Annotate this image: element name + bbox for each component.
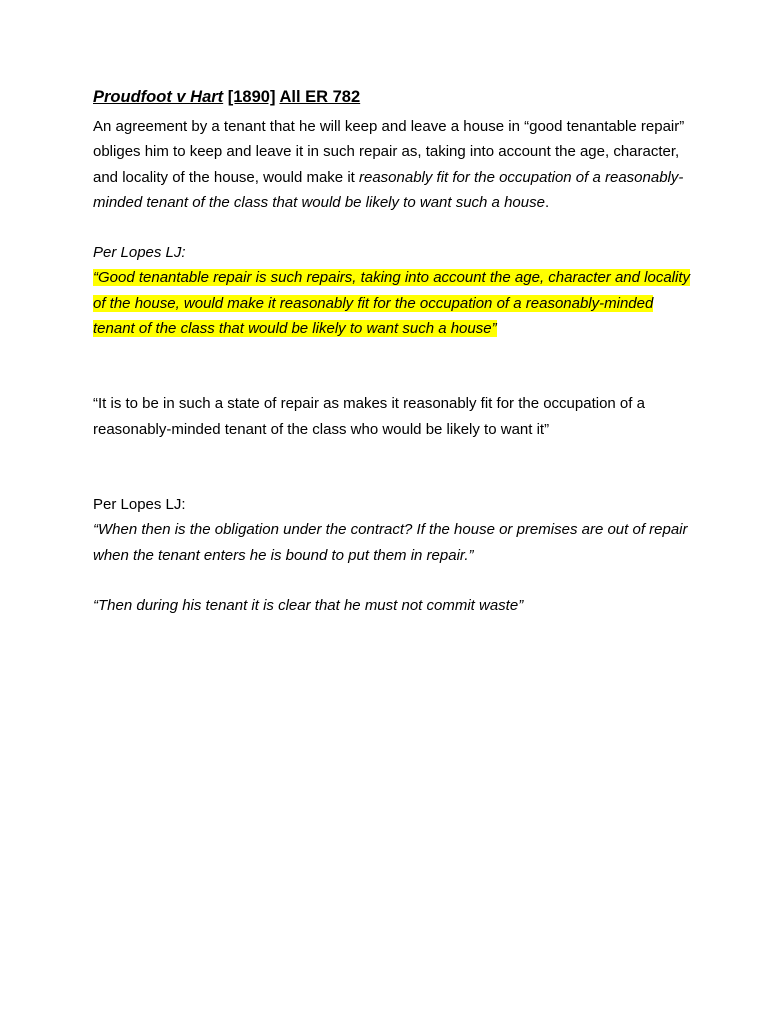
quote-obligation: “When then is the obligation under the contract? If the house or premises are out of repair when the tenant enters he is bound to put them in repair.” bbox=[93, 521, 688, 564]
case-name: Proudfoot v Hart bbox=[93, 88, 224, 106]
judge-attribution-1: Per Lopes LJ: bbox=[93, 244, 186, 262]
document-page bbox=[93, 86, 693, 618]
summary-end-text: . bbox=[544, 193, 550, 211]
highlighted-quote bbox=[93, 265, 693, 341]
judge-attribution-2: Per Lopes LJ: bbox=[93, 495, 186, 513]
highlighted-quote-text: “Good tenantable repair is such repairs, taking into account the age, character and locality of the house, would make it reasonably fit for the occupation of a reasonably-minded tenant of the class that would be likely to want such a house” bbox=[93, 269, 691, 338]
quote-waste: “Then during his tenant it is clear that he must not commit waste” bbox=[93, 596, 524, 614]
case-year: [1890] bbox=[227, 88, 276, 106]
summary-italic-text: reasonably fit for the occupation of a reasonably-minded tenant of the class that would be likely to want such a house bbox=[93, 168, 684, 211]
case-reporter: All ER 782 bbox=[279, 88, 361, 106]
quote-state-of-repair: “It is to be in such a state of repair as makes it reasonably fit for the occupation of a reasonably-minded tenant of the class who would be likely to want it” bbox=[93, 395, 645, 438]
case-summary bbox=[93, 114, 693, 215]
summary-plain-text: An agreement by a tenant that he will keep and leave a house in “good tenantable repair” obliges him to keep and leave it in such repair as, taking into account the age, character, and locality of the house, would make it bbox=[93, 118, 685, 186]
case-heading bbox=[93, 86, 693, 108]
